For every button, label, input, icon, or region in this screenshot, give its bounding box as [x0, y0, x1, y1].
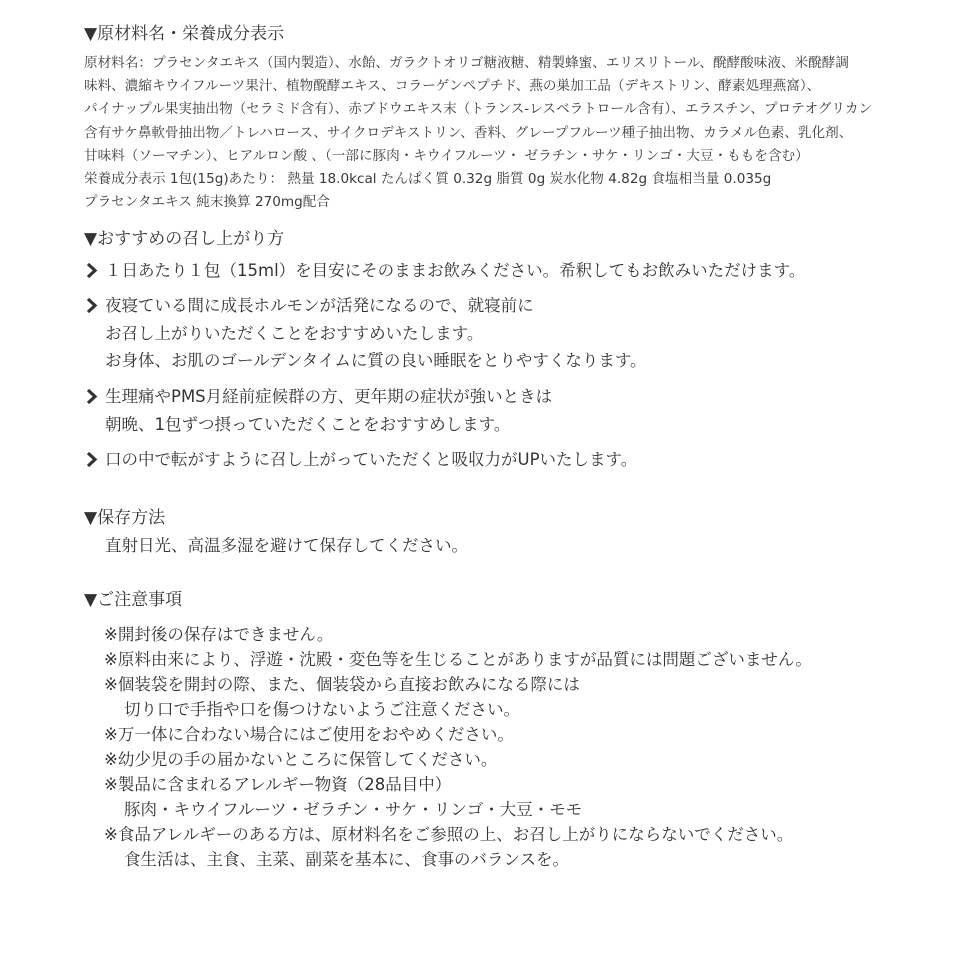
ingredients-title: ▼原材料名・栄養成分表示 — [84, 24, 285, 44]
usage-text: 夜寝ている間に成長ホルモンが活発になるので、就寝前に — [105, 296, 534, 315]
chevron-right-icon — [84, 446, 102, 473]
ingredients-line: 原材料名：プラセンタエキス（国内製造）、水飴、ガラクトオリゴ糖液糖、精製蜂蜜、エリスリトール、醗酵酸味液、米醗酵調 — [84, 55, 849, 71]
chevron-right-icon — [84, 383, 102, 410]
caution-note: ※食品アレルギーのある方は、原材料名をご参照の上、お召し上がりにならないでください。 — [104, 825, 794, 844]
ingredients-block — [84, 52, 884, 214]
chevron-right-icon — [84, 257, 102, 284]
caution-note: ※万一体に合わない場合にはご使用をおやめください。 — [104, 725, 514, 744]
ingredients-line: パイナップル果実抽出物（セラミド含有）、赤ブドウエキス末（トランス-レスベラトロール含有）、エラスチン、プロテオグリカン — [84, 101, 873, 118]
placenta-content-line: プラセンタエキス 純末換算 270mg配合 — [84, 194, 330, 211]
ingredients-line: 含有サケ鼻軟骨抽出物／トレハロース、サイクロデキストリン、香料、グレープフルーツ種子抽出物、カラメル色素、乳化剤、 — [84, 124, 853, 141]
usage-text: お身体、お肌のゴールデンタイムに質の良い睡眠をとりやすくなります。 — [105, 351, 647, 370]
ingredients-line: 甘味料（ソーマチン）、ヒアルロン酸 、（一部に豚肉・キウイフルーツ・ ゼラチン・サケ・リンゴ・大豆・ももを含む） — [84, 147, 809, 164]
caution-note-continued: 食生活は、主食、主菜、副菜を基本に、食事のバランスを。 — [124, 850, 570, 869]
caution-notes — [104, 622, 812, 872]
allergen-list: 豚肉・キウイフルーツ・ゼラチン・サケ・リンゴ・大豆・モモ — [124, 800, 583, 819]
caution-note: ※開封後の保存はできません。 — [104, 625, 334, 644]
caution-note: ※幼少児の手の届かないところに保管してください。 — [104, 750, 498, 769]
usage-text: １日あたり１包（15ml）を目安にそのままお飲みください。希釈してもお飲みいただけます。 — [105, 261, 806, 280]
chevron-right-icon — [84, 292, 102, 319]
usage-text: お召し上がりいただくことをおすすめいたします。 — [105, 323, 484, 343]
caution-note: ※製品に含まれるアレルギー物資（28品目中） — [104, 775, 452, 794]
ingredients-line: 味料、濃縮キウイフルーツ果汁、植物醗酵エキス、コラーゲンペプチド、燕の巣加工品（デキストリン、酵素処理燕窩）、 — [84, 78, 821, 95]
usage-title: ▼おすすめの召し上がり方 — [84, 229, 285, 249]
usage-text: 生理痛やPMS月経前症候群の方、更年期の症状が強いときは — [105, 387, 553, 406]
storage-title: ▼保存方法 — [84, 508, 166, 528]
usage-text: 朝晩、1包ずつ摂っていただくことをおすすめします。 — [105, 414, 511, 434]
storage-text: 直射日光、高温多湿を避けて保存してください。 — [105, 536, 468, 555]
caution-note-continued: 切り口で手指や口を傷つけないようご注意ください。 — [124, 700, 520, 719]
nutrition-line: 栄養成分表示 1包(15g)あたり： 熱量 18.0kcal たんぱく質 0.32g 脂質 0g 炭水化物 4.82g 食塩相当量 0.035g — [84, 171, 772, 188]
caution-note: ※原料由来により、浮遊・沈殿・変色等を生じることがありますが品質には問題ございません。 — [104, 650, 812, 669]
usage-text: 口の中で転がすように召し上がっていただくと吸収力がUPいたします。 — [105, 450, 638, 469]
caution-title: ▼ご注意事項 — [84, 590, 183, 610]
caution-note: ※個装袋を開封の際、また、個装袋から直接お飲みになる際には — [104, 675, 580, 694]
